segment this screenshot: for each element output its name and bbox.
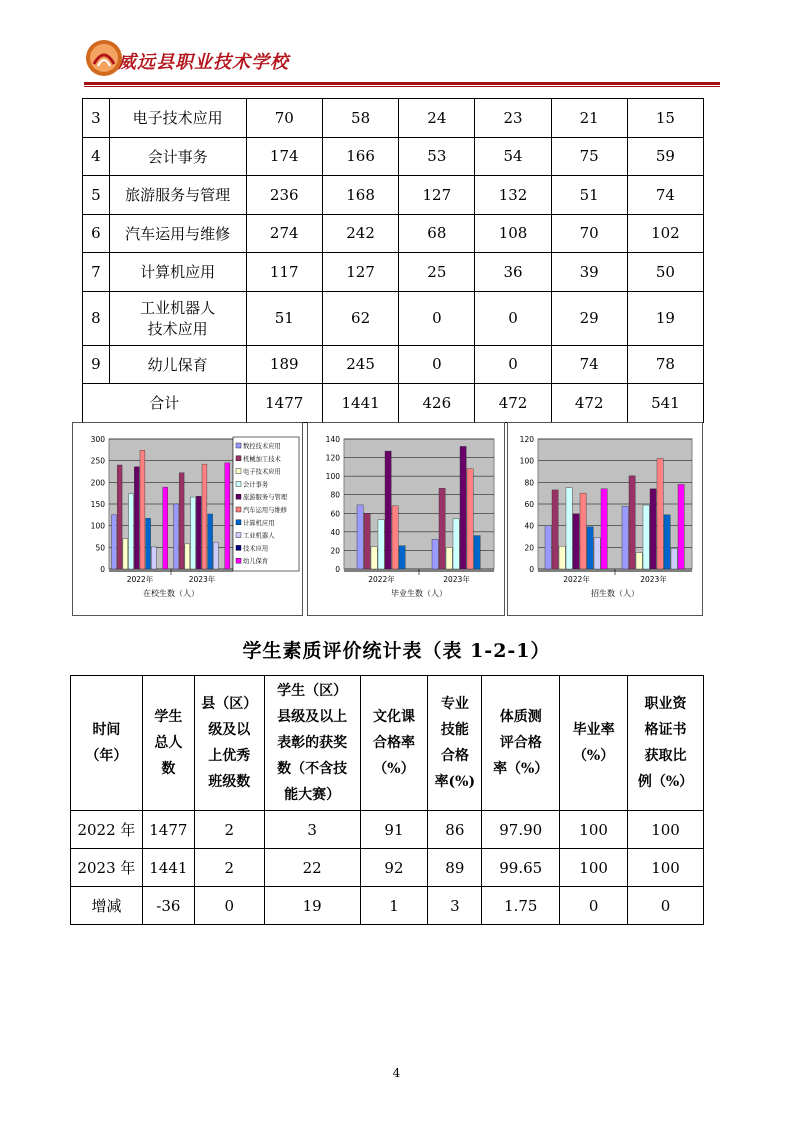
- header-line: 毕业率: [572, 722, 615, 738]
- value-cell: 236: [246, 176, 322, 215]
- header-cell: [71, 676, 143, 811]
- y-tick-label: 100: [325, 472, 340, 482]
- value-cell: 127: [399, 176, 475, 215]
- bar: [467, 469, 473, 569]
- header-row: [71, 676, 704, 811]
- value-cell: 2: [194, 849, 264, 887]
- bar: [196, 496, 201, 569]
- value-cell: 53: [399, 137, 475, 176]
- table-row: [71, 811, 704, 849]
- y-tick-label: 100: [90, 521, 105, 531]
- bar: [446, 548, 452, 569]
- school-name: 威远县职业技术学校: [118, 52, 289, 73]
- legend-label: 汽车运用与维修: [243, 507, 288, 514]
- row-index: 7: [83, 253, 110, 292]
- header-line: 能大赛）: [284, 787, 341, 803]
- bar: [399, 546, 405, 569]
- x-tick-label: 2022年: [126, 575, 154, 584]
- y-tick-label: 60: [524, 500, 534, 509]
- table-row: [83, 137, 704, 176]
- bar: [378, 520, 384, 569]
- value-cell: 92: [360, 849, 428, 887]
- table-row: [71, 849, 704, 887]
- value-cell: 132: [475, 176, 551, 215]
- value-cell: 189: [246, 345, 322, 384]
- y-tick-label: 120: [325, 453, 340, 463]
- y-tick-label: 20: [330, 546, 340, 556]
- header-line: 率(%): [434, 774, 476, 790]
- bar: [129, 494, 134, 569]
- bar: [580, 493, 586, 569]
- program-name: 旅游服务与管理: [109, 176, 246, 215]
- value-cell: 15: [627, 99, 703, 138]
- legend-label: 会计事务: [243, 481, 269, 489]
- bar: [453, 519, 459, 569]
- bar: [650, 489, 656, 569]
- chart-title: 招生数（人）: [591, 589, 639, 598]
- value-cell: 3: [264, 811, 360, 849]
- bar: [601, 489, 607, 569]
- y-tick-label: 60: [330, 509, 340, 519]
- bar: [636, 553, 642, 569]
- total-cell: 472: [475, 384, 551, 423]
- bar: [364, 513, 370, 569]
- table-row: [83, 345, 704, 384]
- y-tick-label: 80: [330, 490, 340, 500]
- value-cell: 1.75: [482, 887, 560, 925]
- value-cell: 99.65: [482, 849, 560, 887]
- header-line: （%）: [373, 761, 415, 777]
- program-name: 电子技术应用: [109, 99, 246, 138]
- header-line: 时间: [92, 722, 121, 738]
- value-cell: 58: [322, 99, 398, 138]
- bar: [622, 506, 628, 569]
- legend-swatch: [236, 481, 241, 486]
- bar: [629, 476, 635, 569]
- value-cell: 108: [475, 214, 551, 253]
- value-cell: 0: [194, 887, 264, 925]
- x-tick-label: 2023年: [640, 575, 667, 584]
- value-cell: 168: [322, 176, 398, 215]
- bar: [439, 488, 445, 569]
- value-cell: 97.90: [482, 811, 560, 849]
- enrollment-table: [82, 98, 704, 423]
- value-cell: 0: [475, 345, 551, 384]
- program-name: 幼儿保育: [109, 345, 246, 384]
- value-cell: 100: [560, 811, 628, 849]
- value-cell: 36: [475, 253, 551, 292]
- bar: [432, 539, 438, 569]
- value-cell: 78: [627, 345, 703, 384]
- program-name: 汽车运用与维修: [109, 214, 246, 253]
- header-line: 体质测: [499, 709, 542, 725]
- header-line: 文化课: [372, 709, 415, 725]
- total-cell: 541: [627, 384, 703, 423]
- header-line: 例（%）: [637, 774, 694, 790]
- value-cell: 75: [551, 137, 627, 176]
- bar: [587, 527, 593, 569]
- header-cell: [264, 676, 360, 811]
- value-cell: 62: [322, 291, 398, 345]
- row-index: 9: [83, 345, 110, 384]
- value-cell: 0: [399, 291, 475, 345]
- header-rule: [84, 82, 720, 85]
- value-cell: 0: [399, 345, 475, 384]
- value-cell: 0: [628, 887, 704, 925]
- legend-label: 幼儿保育: [243, 558, 269, 566]
- header-line: 评合格: [499, 735, 542, 751]
- x-tick-label: 2023年: [443, 575, 470, 584]
- row-index: 4: [83, 137, 110, 176]
- value-cell: 24: [399, 99, 475, 138]
- value-cell: 1441: [142, 849, 194, 887]
- value-cell: 89: [428, 849, 482, 887]
- value-cell: 86: [428, 811, 482, 849]
- program-name: 计算机应用: [109, 253, 246, 292]
- legend-label: 机械加工技术: [243, 455, 281, 463]
- y-tick-label: 300: [90, 435, 105, 444]
- value-cell: 100: [560, 849, 628, 887]
- header-line: 县（区）: [201, 696, 258, 712]
- chart-graduates: [307, 422, 505, 616]
- legend-swatch: [236, 494, 241, 499]
- header-line: 县级及以上: [277, 709, 348, 725]
- value-cell: 3: [428, 887, 482, 925]
- program-name-line1: 工业机器人: [140, 299, 216, 317]
- legend-swatch: [236, 520, 241, 525]
- total-row: [83, 384, 704, 423]
- value-cell: 1: [360, 887, 428, 925]
- bar: [185, 544, 190, 569]
- legend-label: 计算机应用: [243, 519, 275, 527]
- row-index: 6: [83, 214, 110, 253]
- header-line: 级及以: [208, 722, 251, 738]
- bar: [357, 505, 363, 569]
- header-line: 率（%）: [493, 761, 549, 777]
- value-cell: 70: [551, 214, 627, 253]
- header-line: 格证书: [644, 722, 687, 738]
- page-number: 4: [392, 1066, 401, 1080]
- bar: [573, 514, 579, 569]
- bar: [474, 536, 480, 569]
- y-tick-label: 0: [335, 565, 340, 574]
- header-line: 总人: [154, 735, 183, 751]
- program-name-line2: 技术应用: [147, 320, 208, 338]
- row-index: 3: [83, 99, 110, 138]
- bar: [678, 485, 684, 570]
- bar: [594, 538, 600, 569]
- bar: [191, 497, 196, 569]
- header-line: 数（不含技: [277, 761, 348, 777]
- value-cell: 25: [399, 253, 475, 292]
- bar: [657, 459, 663, 570]
- row-index: 5: [83, 176, 110, 215]
- table-row: [83, 214, 704, 253]
- value-cell: 0: [560, 887, 628, 925]
- value-cell: -36: [142, 887, 194, 925]
- bar: [559, 546, 565, 569]
- table-row: [83, 291, 704, 345]
- bar: [371, 547, 377, 569]
- total-label: 合计: [83, 384, 247, 423]
- header-line: 班级数: [208, 774, 251, 790]
- y-tick-label: 0: [100, 565, 105, 574]
- legend-label: 技术应用: [243, 545, 269, 553]
- value-cell: 22: [264, 849, 360, 887]
- value-cell: 245: [322, 345, 398, 384]
- legend-swatch: [236, 443, 241, 448]
- header-line: 学生: [154, 709, 183, 725]
- chart-admissions: [507, 422, 703, 616]
- bar: [225, 463, 230, 569]
- value-cell: 19: [264, 887, 360, 925]
- y-tick-label: 50: [95, 543, 105, 553]
- legend-label: 工业机器人: [243, 532, 275, 540]
- legend-swatch: [236, 507, 241, 512]
- bar: [146, 518, 151, 569]
- total-cell: 1477: [246, 384, 322, 423]
- header-line: 表彰的获奖: [277, 735, 348, 751]
- bar: [123, 539, 128, 569]
- header-cell: [142, 676, 194, 811]
- value-cell: 39: [551, 253, 627, 292]
- table-row: [83, 99, 704, 138]
- bar: [173, 504, 178, 569]
- bar: [671, 548, 677, 569]
- value-cell: 117: [246, 253, 322, 292]
- legend-label: 电子技术应用: [243, 468, 281, 476]
- chart-enrolled: [72, 422, 303, 616]
- bar: [460, 446, 466, 569]
- value-cell: 51: [246, 291, 322, 345]
- y-tick-label: 80: [524, 478, 534, 488]
- value-cell: 166: [322, 137, 398, 176]
- value-cell: 50: [627, 253, 703, 292]
- table-row: [83, 253, 704, 292]
- y-tick-label: 150: [90, 500, 105, 509]
- bar: [111, 515, 116, 569]
- chart-title: 毕业生数（人）: [391, 589, 447, 598]
- y-tick-label: 140: [325, 435, 340, 444]
- value-cell: 68: [399, 214, 475, 253]
- bar: [163, 487, 168, 569]
- x-tick-label: 2022年: [368, 575, 395, 584]
- bar: [385, 451, 391, 569]
- header-line: 技能: [440, 722, 469, 738]
- header-cell: [482, 676, 560, 811]
- bar: [117, 465, 122, 569]
- header-cell: [428, 676, 482, 811]
- legend-swatch: [236, 545, 241, 550]
- header-line: 职业资: [644, 696, 687, 712]
- chart-graduates-svg: [308, 423, 504, 615]
- value-cell: 19: [627, 291, 703, 345]
- header-line: （%）: [572, 748, 615, 764]
- header-line: 上优秀: [208, 748, 251, 764]
- bar: [566, 488, 572, 569]
- value-cell: 74: [627, 176, 703, 215]
- row-index: 8: [83, 291, 110, 345]
- row-label: 2023 年: [71, 849, 143, 887]
- value-cell: 0: [475, 291, 551, 345]
- x-tick-label: 2023年: [188, 575, 216, 584]
- legend-swatch: [236, 456, 241, 461]
- y-tick-label: 40: [330, 527, 340, 537]
- total-cell: 472: [551, 384, 627, 423]
- bar: [151, 547, 156, 569]
- program-name: [109, 291, 246, 345]
- value-cell: 100: [628, 811, 704, 849]
- value-cell: 174: [246, 137, 322, 176]
- program-name: 会计事务: [109, 137, 246, 176]
- header-cell: [360, 676, 428, 811]
- legend-label: 旅游服务与管理: [243, 494, 288, 502]
- value-cell: 70: [246, 99, 322, 138]
- header-cell: [194, 676, 264, 811]
- y-tick-label: 200: [90, 478, 105, 488]
- value-cell: 102: [627, 214, 703, 253]
- y-tick-label: 0: [529, 565, 534, 574]
- value-cell: 274: [246, 214, 322, 253]
- header-line: （年）: [85, 748, 128, 764]
- bar: [208, 514, 213, 569]
- header-line: 学生（区）: [277, 683, 348, 699]
- header-line: 专业: [440, 696, 469, 712]
- header-line: 合格率: [372, 735, 415, 751]
- bar: [140, 450, 145, 569]
- legend-swatch: [236, 533, 241, 538]
- value-cell: 21: [551, 99, 627, 138]
- legend-swatch: [236, 469, 241, 474]
- legend-label: 数控技术应用: [243, 443, 281, 450]
- value-cell: 54: [475, 137, 551, 176]
- chart-admissions-svg: [508, 423, 702, 615]
- bar: [664, 515, 670, 569]
- header-rule-thin: [84, 86, 720, 87]
- bar: [202, 464, 207, 569]
- bar: [545, 526, 551, 569]
- y-tick-label: 40: [524, 521, 534, 531]
- chart-title: 在校生数（人）: [143, 589, 199, 598]
- x-tick-label: 2022年: [563, 575, 590, 584]
- value-cell: 91: [360, 811, 428, 849]
- value-cell: 242: [322, 214, 398, 253]
- y-tick-label: 250: [90, 456, 105, 466]
- total-cell: 1441: [322, 384, 398, 423]
- bar: [179, 473, 184, 569]
- value-cell: 127: [322, 253, 398, 292]
- value-cell: 29: [551, 291, 627, 345]
- header-line: 合格: [440, 748, 469, 764]
- value-cell: 23: [475, 99, 551, 138]
- total-cell: 426: [399, 384, 475, 423]
- header-cell: [560, 676, 628, 811]
- bar: [392, 506, 398, 569]
- row-label: 增减: [71, 887, 143, 925]
- value-cell: 74: [551, 345, 627, 384]
- table-row: [83, 176, 704, 215]
- value-cell: 1477: [142, 811, 194, 849]
- y-tick-label: 100: [519, 456, 534, 466]
- bar: [134, 467, 139, 569]
- legend-swatch: [236, 558, 241, 563]
- page-header: [84, 36, 720, 88]
- header-line: 获取比: [644, 748, 687, 764]
- value-cell: 51: [551, 176, 627, 215]
- value-cell: 2: [194, 811, 264, 849]
- y-tick-label: 20: [524, 543, 534, 553]
- bar: [552, 490, 558, 569]
- value-cell: 59: [627, 137, 703, 176]
- row-label: 2022 年: [71, 811, 143, 849]
- table-row: [71, 887, 704, 925]
- value-cell: 100: [628, 849, 704, 887]
- bar: [643, 505, 649, 569]
- header-line: 数: [161, 761, 176, 777]
- chart-enrolled-svg: [73, 423, 302, 615]
- quality-table: [70, 675, 704, 925]
- y-tick-label: 120: [519, 435, 534, 444]
- quality-table-title: 学生素质评价统计表（表 1-2-1）: [242, 640, 551, 662]
- bar: [213, 542, 218, 569]
- header-cell: [628, 676, 704, 811]
